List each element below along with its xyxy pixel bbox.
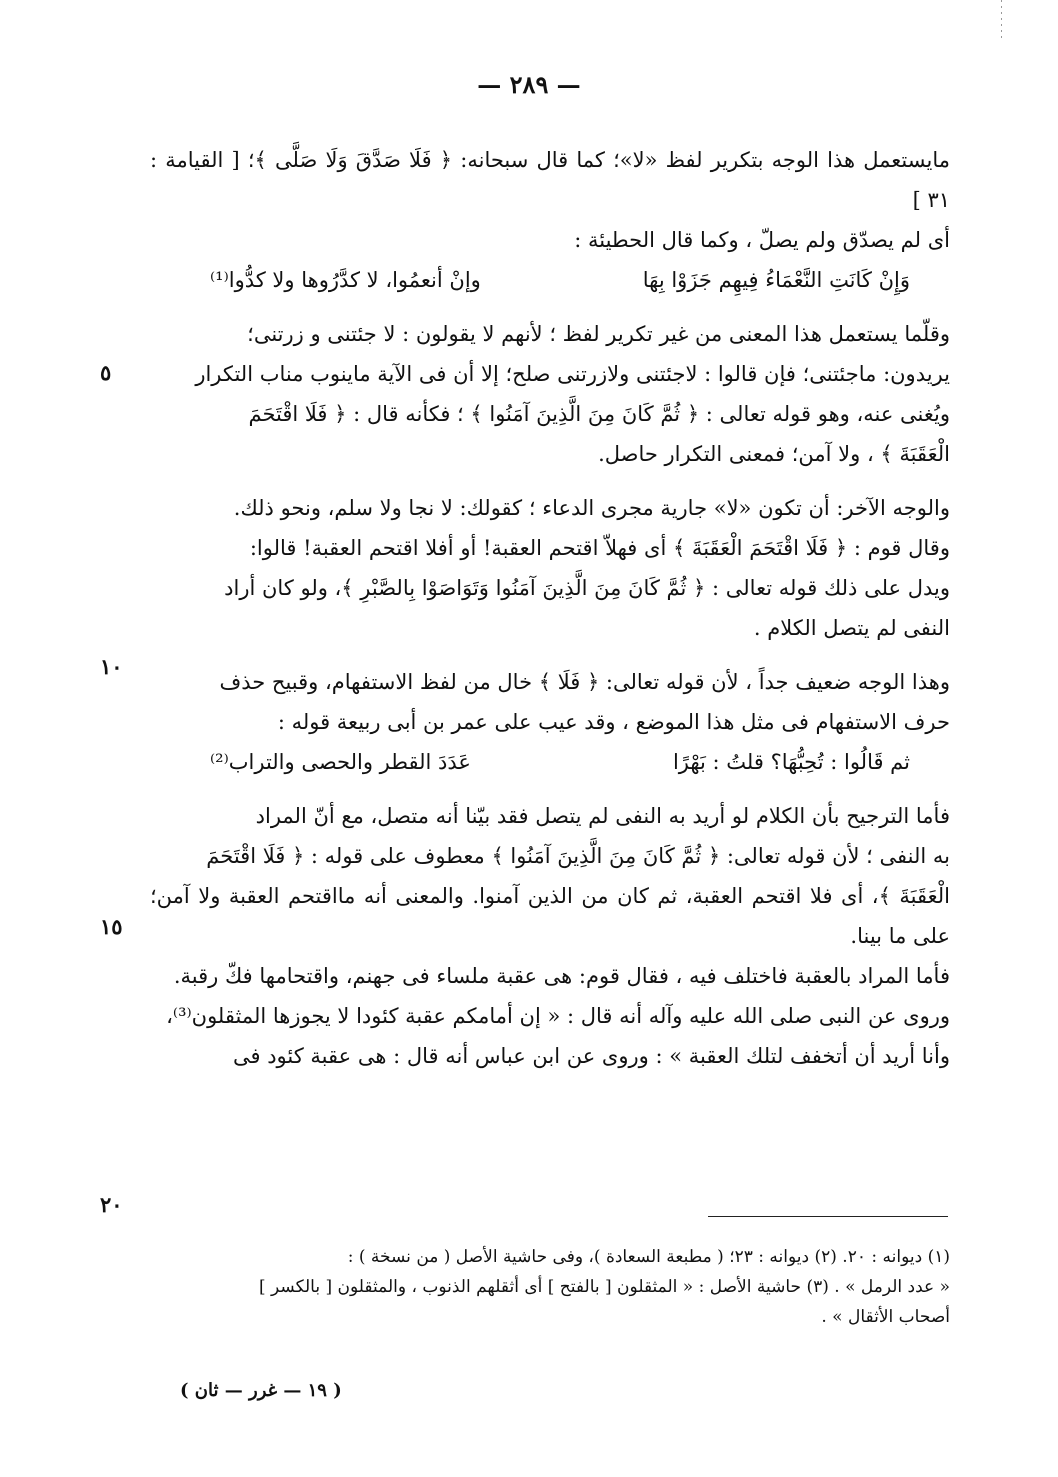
text-line: مايستعمل هذا الوجه بتكرير لفظ «لا»؛ كما قال سبحانه: ﴿ فَلَا صَدَّقَ وَلَا صَلَّى ﴾؛ [ القيامة : ٣١ ] (150, 148, 950, 212)
text-line: وقلّما يستعمل هذا المعنى من غير تكرير لفظ ؛ لأنهم لا يقولون : لا جئتنى و زرتنى؛ (247, 322, 950, 346)
page-edge-mark (1001, 0, 1002, 40)
text-line: والوجه الآخر: أن تكون «لا» جارية مجرى الدعاء ؛ كقولك: لا نجا ولا سلم، ونحو ذلك. (233, 496, 950, 520)
text-line: فأما المراد بالعقبة فاختلف فيه ، فقال قوم: هى عقبة ملساء فى جهنم، واقتحامها فكّ رقبة. (173, 964, 950, 988)
footnote-line: (١) ديوانه : ٢٠. (٢) ديوانه : ٢٣؛ ( مطبعة السعادة )، وفى حاشية الأصل ( من نسخة ) : (347, 1247, 950, 1267)
text-line: به النفى ؛ لأن قوله تعالى: ﴿ ثُمَّ كَانَ مِنَ الَّذِينَ آمَنُوا ﴾ معطوف على قوله : ﴿ فَلَا اقْتَحَمَ (206, 844, 950, 868)
verse-hemistich: وإنْ أنعمُوا، لا كدَّرُوها ولا كدُّوا⁽¹⁾ (210, 268, 481, 292)
footnote-line: أصحاب الأثقال » . (821, 1307, 950, 1327)
footnote-divider (708, 1216, 948, 1217)
poetry-verse (150, 260, 950, 300)
text-line: وأنا أريد أن أتخفف لتلك العقبة » : وروى عن ابن عباس أنه قال : هى عقبة كئود فى (232, 1044, 950, 1068)
text-line: ويدل على ذلك قوله تعالى : ﴿ ثُمَّ كَانَ مِنَ الَّذِينَ آمَنُوا وَتَوَاصَوْا بِالصَّبْرِ ﴾، ولو كان أراد (224, 576, 950, 600)
verse-hemistich: عَدَدَ القطر والحصى والتراب⁽²⁾ (210, 750, 471, 774)
footnotes (140, 1242, 950, 1332)
line-number: ٢٠ (100, 1192, 123, 1217)
verse-hemistich: وَإِنْ كَانَتِ النَّعْمَاءُ فِيهِم جَزَوْا بِهَا (642, 268, 910, 292)
page-number: — ٢٨٩ — (477, 70, 581, 99)
text-line: فأما الترجيح بأن الكلام لو أريد به النفى لم يتصل فقد بيّنا أنه متصل، مع أنّ المراد (255, 804, 950, 828)
signature-mark: ( ١٩ — غرر — ثان ) (180, 1380, 342, 1401)
verse-hemistich: ثم قَالُوا : تُحِبُّهَا؟ قلتُ : بَهْرًا (672, 750, 910, 774)
text-line: حرف الاستفهام فى مثل هذا الموضع ، وقد عيب على عمر بن أبى ربيعة قوله : (277, 710, 950, 734)
text-line: ويُغنى عنه، وهو قوله تعالى : ﴿ ثُمَّ كَانَ مِنَ الَّذِينَ آمَنُوا ﴾ ؛ فكأنه قال : ﴿ فَلَا اقْتَحَمَ (248, 402, 950, 426)
text-line: أى لم يصدّق ولم يصلّ ، وكما قال الحطيئة : (574, 228, 950, 252)
text-line: يريدون: ماجئتنى؛ فإن قالوا : لاجئتنى ولازرتنى صلح؛ إلا أن فى الآية ماينوب مناب التكرار (195, 362, 950, 386)
poetry-verse (150, 742, 950, 782)
line-number: ١٠ (100, 654, 123, 679)
text-line: النفى لم يتصل الكلام . (753, 616, 950, 640)
line-number: ١٥ (100, 914, 123, 939)
main-text (150, 140, 950, 1076)
text-line: الْعَقَبَةَ ﴾ ، ولا آمن؛ فمعنى التكرار حاصل. (598, 442, 950, 466)
footnote-line: « عدد الرمل » . (٣) حاشية الأصل : « المثقلون [ بالفتح ] أى أثقلهم الذنوب ، والمثقلون [ بالكسر ] (259, 1277, 950, 1297)
text-line: الْعَقَبَةَ ﴾، أى فلا اقتحم العقبة، ثم كان من الذين آمنوا. والمعنى أنه مااقتحم العقبة ولا آمن؛ على ما بينا. (150, 884, 950, 948)
text-line: وهذا الوجه ضعيف جداً ، لأن قوله تعالى: ﴿ فَلَا ﴾ خال من لفظ الاستفهام، وقبيح حذف (219, 670, 950, 694)
text-line: وقال قوم : ﴿ فَلَا اقْتَحَمَ الْعَقَبَةَ ﴾ أى فهلاّ اقتحم العقبة! أو أفلا اقتحم العقبة! قالوا: (249, 536, 950, 560)
text-line: وروى عن النبى صلى الله عليه وآله أنه قال : « إن أمامكم عقبة كئودا لا يجوزها المثقلون⁽³⁾، (166, 1004, 950, 1028)
line-number: ٥ (100, 360, 112, 385)
